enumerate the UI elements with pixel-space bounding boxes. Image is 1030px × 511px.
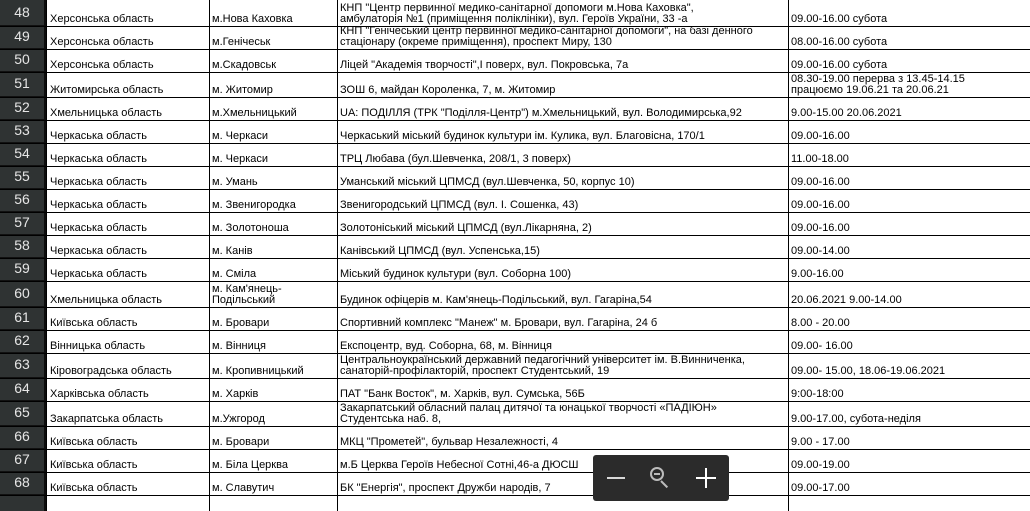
row-hours-cell[interactable] <box>788 49 1030 72</box>
cell-text-line: 09.00-16.00 субота <box>791 13 888 25</box>
row-number[interactable]: 55 <box>0 166 44 189</box>
cell-text-line: 09.00-16.00 <box>791 176 850 188</box>
cell-text: Хмельницька область <box>50 294 163 306</box>
row-hours-cell[interactable] <box>788 143 1030 166</box>
row-region-cell[interactable] <box>47 143 209 166</box>
row-number[interactable]: 57 <box>0 212 44 235</box>
cell-text: Київська область <box>50 482 138 494</box>
row-place-cell[interactable] <box>337 330 788 353</box>
cell-text: Черкаська область <box>50 130 147 142</box>
row-number[interactable]: 51 <box>0 72 44 97</box>
row-hours-cell[interactable] <box>788 26 1030 49</box>
cell-text-line: 09.00-16.00 <box>791 222 850 234</box>
row-hours-cell[interactable] <box>788 235 1030 258</box>
row-place-cell[interactable] <box>337 97 788 120</box>
row-place-cell[interactable] <box>337 26 788 49</box>
row-city-cell[interactable] <box>209 353 337 378</box>
row-place-cell[interactable] <box>337 49 788 72</box>
row-hours-cell[interactable] <box>788 472 1030 495</box>
row-region-cell[interactable] <box>47 426 209 449</box>
row-hours-cell[interactable] <box>788 212 1030 235</box>
row-region-cell[interactable] <box>47 330 209 353</box>
cell-text-line: м. Черкаси <box>212 153 269 165</box>
table-row <box>0 401 1030 427</box>
cell-text-line: КНП "Центр первинної медико-санітарної допомоги м.Нова Каховка", <box>340 2 694 14</box>
cell-text-line: 11.00-18.00 <box>791 153 849 165</box>
row-hours-cell[interactable] <box>788 258 1030 281</box>
row-region-cell[interactable] <box>47 307 209 330</box>
cell-text-line: 09.00-16.00 <box>791 199 850 211</box>
cell-text-line: м. Канів <box>212 245 253 257</box>
cell-text: Херсонська область <box>50 13 154 25</box>
column-divider <box>46 0 47 511</box>
row-city-cell[interactable] <box>209 426 337 449</box>
cell-text: Хмельницька область <box>50 107 163 119</box>
cell-text: Кіровоградська область <box>50 365 172 377</box>
row-number[interactable]: 67 <box>0 449 44 472</box>
cell-text-line: Студентська наб. 8, <box>340 413 442 425</box>
row-hours-cell[interactable] <box>788 353 1030 378</box>
row-hours-cell[interactable] <box>788 378 1030 401</box>
cell-text-line: 09.00-19.00 <box>791 459 850 471</box>
row-region-cell[interactable] <box>47 189 209 212</box>
row-number[interactable]: 60 <box>0 281 44 307</box>
row-place-cell[interactable] <box>337 378 788 401</box>
cell-text-line: 09.00- 15.00, 18.06-19.06.2021 <box>791 365 946 377</box>
cell-text-line: м.Б Церква Героїв Небесної Сотні,46-а ДЮСШ <box>340 459 579 471</box>
cell-text-line: м. Вінниця <box>212 340 267 352</box>
cell-text-line: Будинок офіцерів м. Кам'янець-Подільський, вул. Гагаріна,54 <box>340 294 652 306</box>
table-row <box>0 353 1030 379</box>
row-region-cell[interactable] <box>47 235 209 258</box>
cell-text-line: 09.00-14.00 <box>791 245 850 257</box>
row-hours-cell[interactable] <box>788 72 1030 97</box>
cell-text-line: 8.00 - 20.00 <box>791 317 850 329</box>
row-hours-cell[interactable] <box>788 449 1030 472</box>
row-city-cell[interactable] <box>209 189 337 212</box>
row-region-cell[interactable] <box>47 281 209 307</box>
column-divider <box>209 0 210 511</box>
cell-text-line: м.Генічеськ <box>212 36 271 48</box>
row-city-cell[interactable] <box>209 330 337 353</box>
cell-text-line: ПАТ "Банк Восток", м. Харків, вул. Сумська, 56Б <box>340 388 585 400</box>
cell-text-line: м. Славутич <box>212 482 275 494</box>
row-city-cell[interactable] <box>209 378 337 401</box>
cell-text-line: Міський будинок культури (вул. Соборна 100) <box>340 268 572 280</box>
cell-text-line: м.Хмельницький <box>212 107 297 119</box>
cell-text-line: Ліцей "Академія творчості",І поверх, вул. Покровська, 7а <box>340 59 629 71</box>
cell-text-line: м. Кам'янець- <box>212 283 282 295</box>
cell-text-line: КНП "Генічеський центр первинної медико-санітарної допомоги", на базі денного <box>340 26 753 37</box>
cell-text-line: м. Умань <box>212 176 258 188</box>
row-number[interactable]: 64 <box>0 378 44 401</box>
row-city-cell[interactable] <box>209 143 337 166</box>
cell-text-line: ЗОШ 6, майдан Короленка, 7, м. Житомир <box>340 84 556 96</box>
cell-text-line: працюємо 19.06.21 та 20.06.21 <box>791 84 949 96</box>
row-number[interactable]: 59 <box>0 258 44 281</box>
table-row <box>0 378 1030 402</box>
row-region-cell[interactable] <box>47 378 209 401</box>
cell-text: Черкаська область <box>50 245 147 257</box>
table-row <box>0 472 1030 496</box>
row-city-cell[interactable] <box>209 120 337 143</box>
row-place-cell[interactable] <box>337 212 788 235</box>
row-number[interactable]: 53 <box>0 120 44 143</box>
row-number[interactable]: 50 <box>0 49 44 72</box>
row-number[interactable]: 63 <box>0 353 44 378</box>
table-row <box>0 189 1030 213</box>
row-city-cell[interactable] <box>209 212 337 235</box>
cell-text-line: 09.00-17.00 <box>791 482 850 494</box>
cell-text: Черкаська область <box>50 199 147 211</box>
row-region-cell[interactable] <box>47 72 209 97</box>
column-divider <box>788 0 789 511</box>
cell-text: Черкаська область <box>50 176 147 188</box>
cell-text-line: 9.00-16.00 <box>791 268 844 280</box>
cell-text-line: 09.00-16.00 субота <box>791 59 888 71</box>
cell-text-line: Канівський ЦПМСД (вул. Успенська,15) <box>340 245 540 257</box>
cell-text-line: м. Сміла <box>212 268 257 280</box>
zoom-in-button[interactable] <box>688 460 724 496</box>
row-region-cell[interactable] <box>47 401 209 426</box>
cell-text-line: Закарпатський обласний палац дитячої та юнацької творчості «ПАДІЮН» <box>340 402 717 414</box>
cell-text-line: Черкаський міський будинок культури ім. Кулика, вул. Благовісна, 170/1 <box>340 130 705 142</box>
table-row <box>0 1 1030 27</box>
row-region-cell[interactable] <box>47 1 209 26</box>
table-row <box>0 235 1030 259</box>
cell-text: Черкаська область <box>50 222 147 234</box>
table-row <box>0 212 1030 236</box>
table-row <box>0 120 1030 144</box>
cell-text-line: 08.00-16.00 субота <box>791 36 888 48</box>
cell-text-line: 20.06.2021 9.00-14.00 <box>791 294 902 306</box>
row-city-cell[interactable] <box>209 235 337 258</box>
row-region-cell[interactable] <box>47 353 209 378</box>
row-place-cell[interactable] <box>337 1 788 26</box>
row-place-cell[interactable] <box>337 235 788 258</box>
row-region-cell[interactable] <box>47 449 209 472</box>
cell-text-line: 09.00- 16.00 <box>791 340 853 352</box>
cell-text: Херсонська область <box>50 59 154 71</box>
row-city-cell[interactable] <box>209 97 337 120</box>
row-region-cell[interactable] <box>47 166 209 189</box>
cell-text-line: м.Ужгород <box>212 413 265 425</box>
zoom-reset-button[interactable] <box>643 460 679 496</box>
cell-text: Вінницька область <box>50 340 146 352</box>
row-number[interactable]: 49 <box>0 26 44 49</box>
row-city-cell[interactable] <box>209 72 337 97</box>
cell-text-line: Уманський міський ЦПМСД (вул.Шевченка, 50, корпус 10) <box>340 176 635 188</box>
cell-text: Київська область <box>50 436 138 448</box>
row-hours-cell[interactable] <box>788 120 1030 143</box>
table-row <box>0 258 1030 282</box>
row-number[interactable]: 48 <box>0 1 44 26</box>
row-city-cell[interactable] <box>209 166 337 189</box>
table-row <box>0 97 1030 121</box>
row-hours-cell[interactable] <box>788 281 1030 307</box>
row-number[interactable]: 68 <box>0 472 44 495</box>
row-number[interactable]: 62 <box>0 330 44 353</box>
cell-text-line: Звенигородський ЦПМСД (вул. І. Сошенка, 43) <box>340 199 579 211</box>
row-place-cell[interactable] <box>337 426 788 449</box>
row-city-cell[interactable] <box>209 307 337 330</box>
row-region-cell[interactable] <box>47 472 209 495</box>
cell-text: Харківська область <box>50 388 149 400</box>
cell-text: Закарпатська область <box>50 413 163 425</box>
table-row <box>0 72 1030 98</box>
cell-text-line: Центральноукраїнський державний педагогічний університет ім. В.Винниченка, <box>340 354 745 366</box>
cell-text-line: м. Черкаси <box>212 130 269 142</box>
cell-text-line: 9.00-17.00, субота-неділя <box>791 413 921 425</box>
row-hours-cell[interactable] <box>788 426 1030 449</box>
cell-text-line: Золотоніський міський ЦПМСД (вул.Лікарняна, 2) <box>340 222 592 234</box>
cell-text-line: МКЦ "Прометей", бульвар Незалежності, 4 <box>340 436 558 448</box>
cell-text-line: Подільський <box>212 294 276 306</box>
table-row <box>0 449 1030 473</box>
row-region-cell[interactable] <box>47 97 209 120</box>
zoom-toolbar <box>593 455 729 501</box>
cell-text-line: амбулаторія №1 (приміщення поліклініки), вул. Героїв України, 33 -а <box>340 13 688 25</box>
row-number[interactable]: 61 <box>0 307 44 330</box>
row-hours-cell[interactable] <box>788 401 1030 426</box>
cell-text-line: стаціонару (окреме приміщення), проспект Миру, 130 <box>340 36 612 48</box>
cell-text-line: м.Скадовськ <box>212 59 277 71</box>
table-row <box>0 143 1030 167</box>
row-city-cell[interactable] <box>209 26 337 49</box>
row-city-cell[interactable] <box>209 258 337 281</box>
row-place-cell[interactable] <box>337 353 788 378</box>
cell-text-line: м. Бровари <box>212 436 270 448</box>
cell-text-line: м. Золотоноша <box>212 222 289 234</box>
table-row <box>0 166 1030 190</box>
column-divider <box>337 0 338 511</box>
row-number[interactable]: 52 <box>0 97 44 120</box>
cell-text-line: 9:00-18:00 <box>791 388 844 400</box>
row-place-cell[interactable] <box>337 307 788 330</box>
cell-text-line: 08.30-19.00 перерва з 13.45-14.15 <box>791 73 965 85</box>
row-place-cell[interactable] <box>337 166 788 189</box>
cell-text-line: 09.00-16.00 <box>791 130 850 142</box>
row-region-cell[interactable] <box>47 49 209 72</box>
cell-text-line: м. Кропивницький <box>212 365 304 377</box>
row-city-cell[interactable] <box>209 472 337 495</box>
row-hours-cell[interactable] <box>788 189 1030 212</box>
row-hours-cell[interactable] <box>788 97 1030 120</box>
row-city-cell[interactable] <box>209 1 337 26</box>
row-place-cell[interactable] <box>337 72 788 97</box>
cell-text-line: Експоцентр, вуд. Соборна, 68, м. Вінниця <box>340 340 553 352</box>
row-place-cell[interactable] <box>337 143 788 166</box>
cell-text: Черкаська область <box>50 268 147 280</box>
row-number[interactable]: 54 <box>0 143 44 166</box>
table-row <box>0 426 1030 450</box>
row-hours-cell[interactable] <box>788 166 1030 189</box>
row-place-cell[interactable] <box>337 120 788 143</box>
cell-text-line: 9.00 - 17.00 <box>791 436 850 448</box>
cell-text-line: м. Звенигородка <box>212 199 296 211</box>
cell-text-line: ТРЦ Любава (бул.Шевченка, 208/1, 3 поверх) <box>340 153 571 165</box>
row-hours-cell[interactable] <box>788 307 1030 330</box>
row-hours-cell[interactable] <box>788 330 1030 353</box>
cell-text: Київська область <box>50 317 138 329</box>
table-row <box>0 281 1030 308</box>
row-hours-cell[interactable] <box>788 1 1030 26</box>
row-region-cell[interactable] <box>47 120 209 143</box>
row-region-cell[interactable] <box>47 258 209 281</box>
cell-text-line: 9.00-15.00 20.06.2021 <box>791 107 902 119</box>
cell-text-line: санаторій-профілакторій, проспект Студентський, 19 <box>340 365 610 377</box>
row-city-cell[interactable] <box>209 401 337 426</box>
cell-text: Херсонська область <box>50 36 154 48</box>
cell-text-line: м. Харків <box>212 388 259 400</box>
cell-text-line: БК "Енергія", проспект Дружби народів, 7 <box>340 482 551 494</box>
cell-text: Черкаська область <box>50 153 147 165</box>
table-row <box>0 307 1030 331</box>
row-place-cell[interactable] <box>337 401 788 426</box>
cell-text-line: м. Біла Церква <box>212 459 288 471</box>
row-number[interactable]: 58 <box>0 235 44 258</box>
row-region-cell[interactable] <box>47 26 209 49</box>
zoom-out-button[interactable] <box>598 460 634 496</box>
row-city-cell[interactable] <box>209 49 337 72</box>
cell-text-line: UA: ПОДІЛЛЯ (ТРК "Поділля-Центр") м.Хмельницький, вул. Володимирська,92 <box>340 107 742 119</box>
row-place-cell[interactable] <box>337 281 788 307</box>
row-place-cell[interactable] <box>337 258 788 281</box>
row-number[interactable]: 65 <box>0 401 44 426</box>
row-region-cell[interactable] <box>47 212 209 235</box>
cell-text-line: м.Нова Каховка <box>212 13 293 25</box>
cell-text: Київська область <box>50 459 138 471</box>
row-city-cell[interactable] <box>209 449 337 472</box>
table-row <box>0 49 1030 73</box>
row-number[interactable]: 66 <box>0 426 44 449</box>
table-row <box>0 330 1030 354</box>
cell-text: Житомирська область <box>50 84 164 96</box>
cell-text-line: м. Житомир <box>212 84 273 96</box>
row-number[interactable]: 56 <box>0 189 44 212</box>
cell-text-line: м. Бровари <box>212 317 270 329</box>
table-row <box>0 26 1030 50</box>
row-place-cell[interactable] <box>337 189 788 212</box>
cell-text-line: Спортивний комплекс "Манеж" м. Бровари, вул. Гагаріна, 24 б <box>340 317 658 329</box>
row-city-cell[interactable] <box>209 281 337 307</box>
